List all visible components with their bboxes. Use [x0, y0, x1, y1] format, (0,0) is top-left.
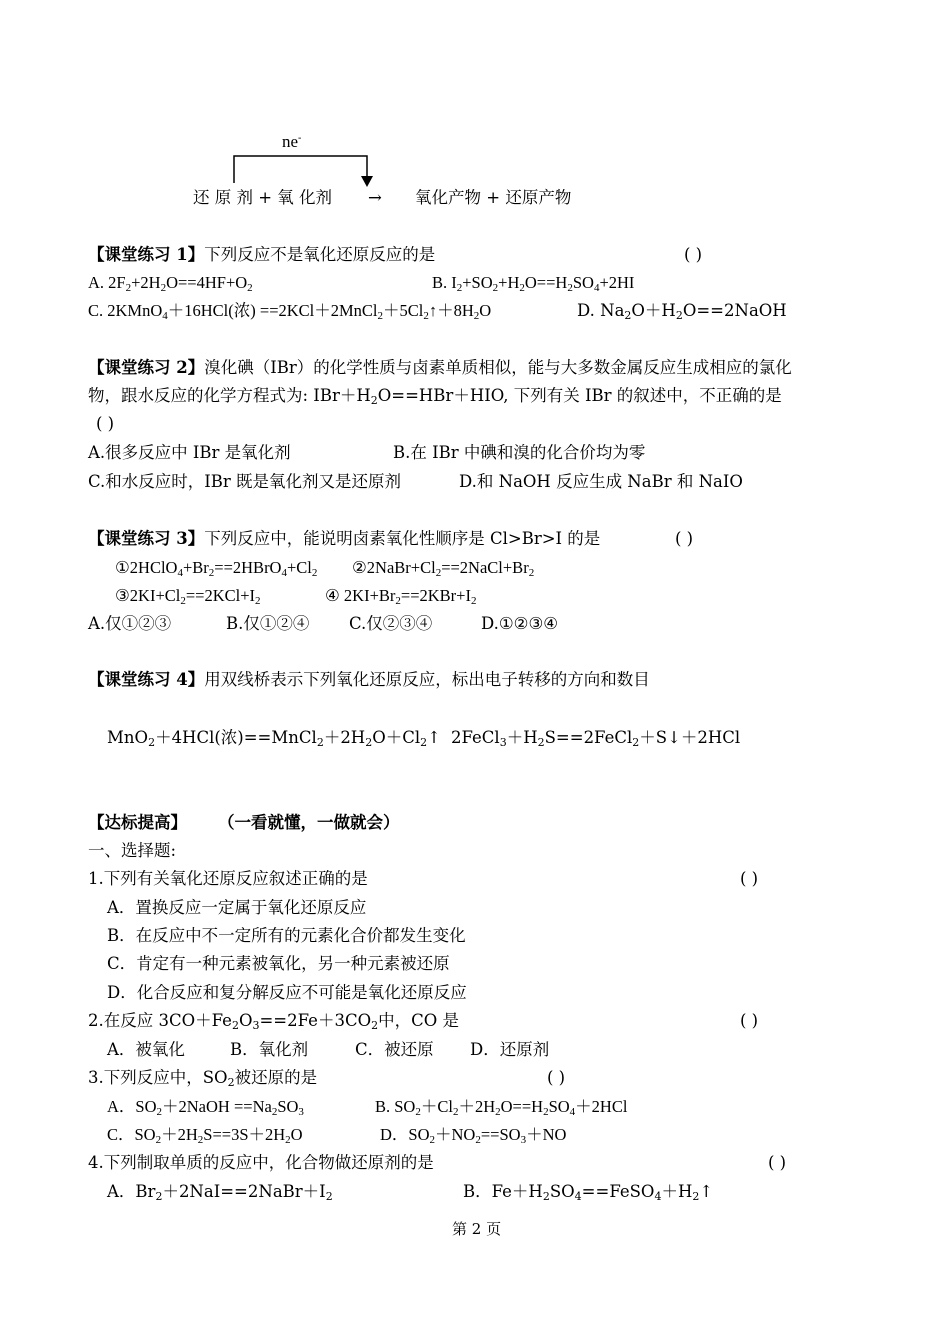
exercise-2-answer-paren: ( ) — [96, 414, 115, 433]
exercise-1-option-c: C. 2KMnO$_4$＋16HCl(浓) $==2KCl+2MnCl_2+5Cl_2↑+8H_2O$ — [88, 301, 492, 322]
exercise-1-option-b: B. $I_2+SO_2+H_2O==H_2SO_4+2HI$ — [432, 273, 635, 294]
question-2-option-c: C．被还原 — [355, 1040, 434, 1059]
question-3-option-d: D．$SO_2+NO_2==SO_3+NO$ — [380, 1125, 567, 1146]
exercise-2-option-a: A.很多反应中 IBr 是氧化剂 — [88, 443, 291, 462]
question-1-option-c: C．肯定有一种元素被氧化，另一种元素被还原 — [107, 954, 450, 973]
question-1-option-d: D．化合反应和复分解反应不可能是氧化还原反应 — [107, 983, 467, 1002]
exercise-4-heading: 【课堂练习 4】 — [88, 670, 205, 689]
part-heading: 一、选择题: — [88, 841, 177, 860]
question-3-option-b: B. $SO_2+Cl_2+2H_2O==H_2SO_4+2HCl$ — [375, 1097, 628, 1118]
question-1-stem: 1.下列有关氧化还原反应叙述正确的是 — [88, 869, 368, 888]
exercise-3-option-d: D.①②③④ — [481, 614, 559, 633]
exercise-2-option-d: D.和 NaOH 反应生成 NaBr 和 NaIO — [459, 472, 743, 491]
exercise-2-line-1: 【课堂练习 2】溴化碘（IBr）的化学性质与卤素单质相似，能与大多数金属反应生成相应的氯化 — [88, 358, 792, 377]
exercise-1-option-a: A. $2F_2+2H_2O==4HF+O_2$ — [88, 273, 253, 294]
question-4-stem: 4.下列制取单质的反应中，化合物做还原剂的是 — [88, 1153, 434, 1172]
page-number: 第 2 页 — [452, 1220, 502, 1238]
question-2-option-b: B．氧化剂 — [230, 1040, 309, 1059]
question-2-option-d: D．还原剂 — [470, 1040, 550, 1059]
question-4-answer-paren: ( ) — [768, 1153, 787, 1172]
exercise-3-reaction-3: $③2KI+Cl_2==2KCl+I_2$ — [115, 586, 261, 607]
exercise-3-question: 【课堂练习 3】下列反应中，能说明卤素氧化性顺序是 Cl>Br>I 的是 — [88, 529, 601, 548]
question-1-option-b: B．在反应中不一定所有的元素化合价都发生变化 — [107, 926, 466, 945]
bracket-arrowhead — [361, 176, 373, 187]
question-2-answer-paren: ( ) — [740, 1011, 759, 1030]
question-3-option-c: C．$SO_2+2H_2S==3S+2H_2O$ — [107, 1125, 303, 1146]
question-4-option-a: A．$Br_2+2NaI==2NaBr+I_2$ — [107, 1182, 333, 1203]
diagram-reactants: 还 原 剂 + 氧 化剂 — [193, 188, 333, 207]
bracket-line — [234, 156, 367, 183]
exercise-3-option-c: C.仅②③④ — [349, 614, 433, 633]
exercise-4-equation-1: MnO$_2$＋4HCl(浓)$==MnCl_2+2H_2O+Cl_2↑$ — [107, 728, 441, 749]
question-4-option-b: B．$Fe+H_2SO_4==FeSO_4+H_2↑$ — [463, 1182, 714, 1203]
exercise-1-answer-paren: ( ) — [684, 245, 703, 264]
exercise-2-line-2: 物，跟水反应的化学方程式为: $IBr+H_2O==HBr+HIO$, 下列有关 IBr 的叙述中，不正确的是 — [88, 386, 782, 407]
question-1-answer-paren: ( ) — [740, 869, 759, 888]
exercise-3-answer-paren: ( ) — [675, 529, 694, 548]
exercise-3-reaction-1: $①2HClO_4+Br_2==2HBrO_4+Cl_2$ — [115, 558, 318, 579]
exercise-2-option-c: C.和水反应时，IBr 既是氧化剂又是还原剂 — [88, 472, 402, 491]
exercise-3-option-b: B.仅①②④ — [226, 614, 310, 633]
exercise-2-heading: 【课堂练习 2】 — [88, 358, 205, 377]
exercise-1-heading: 【课堂练习 1】 — [88, 245, 205, 264]
question-3-answer-paren: ( ) — [547, 1068, 566, 1087]
diagram-products: 氧化产物 + 还原产物 — [415, 188, 572, 207]
question-3-stem: 3.下列反应中，$SO_2$被还原的是 — [88, 1068, 318, 1089]
exercise-4-equation-2: $2FeCl_3+H_2S==2FeCl_2+S↓+2HCl$ — [451, 728, 741, 749]
section-subtitle: （一看就懂，一做就会） — [218, 813, 400, 832]
exercise-4-question: 【课堂练习 4】用双线桥表示下列氧化还原反应，标出电子转移的方向和数目 — [88, 670, 650, 689]
question-2-option-a: A．被氧化 — [107, 1040, 185, 1059]
question-2-stem: 2.在反应 $3CO+Fe_2O_3==2Fe+3CO_2$中，CO 是 — [88, 1011, 459, 1032]
exercise-3-option-a: A.仅①②③ — [88, 614, 172, 633]
exercise-3-reaction-4: ④ $2KI+Br_2==2KBr+I_2$ — [325, 586, 477, 607]
exercise-2-option-b: B.在 IBr 中碘和溴的化合价均为零 — [393, 443, 646, 462]
exercise-3-reaction-2: $②2NaBr+Cl_2==2NaCl+Br_2$ — [352, 558, 535, 579]
section-heading: 【达标提高】 — [88, 813, 187, 832]
question-3-option-a: A．$SO_2+2NaOH ==Na_2SO_3$ — [107, 1097, 304, 1118]
electron-label: ne- — [282, 132, 302, 151]
diagram-arrow: → — [368, 188, 382, 207]
exercise-3-heading: 【课堂练习 3】 — [88, 529, 205, 548]
exercise-1-question: 【课堂练习 1】下列反应不是氧化还原反应的是 — [88, 245, 436, 264]
question-1-option-a: A．置换反应一定属于氧化还原反应 — [107, 898, 367, 917]
exercise-1-option-d: D. $Na_2O+H_2O==2NaOH$ — [577, 301, 787, 322]
